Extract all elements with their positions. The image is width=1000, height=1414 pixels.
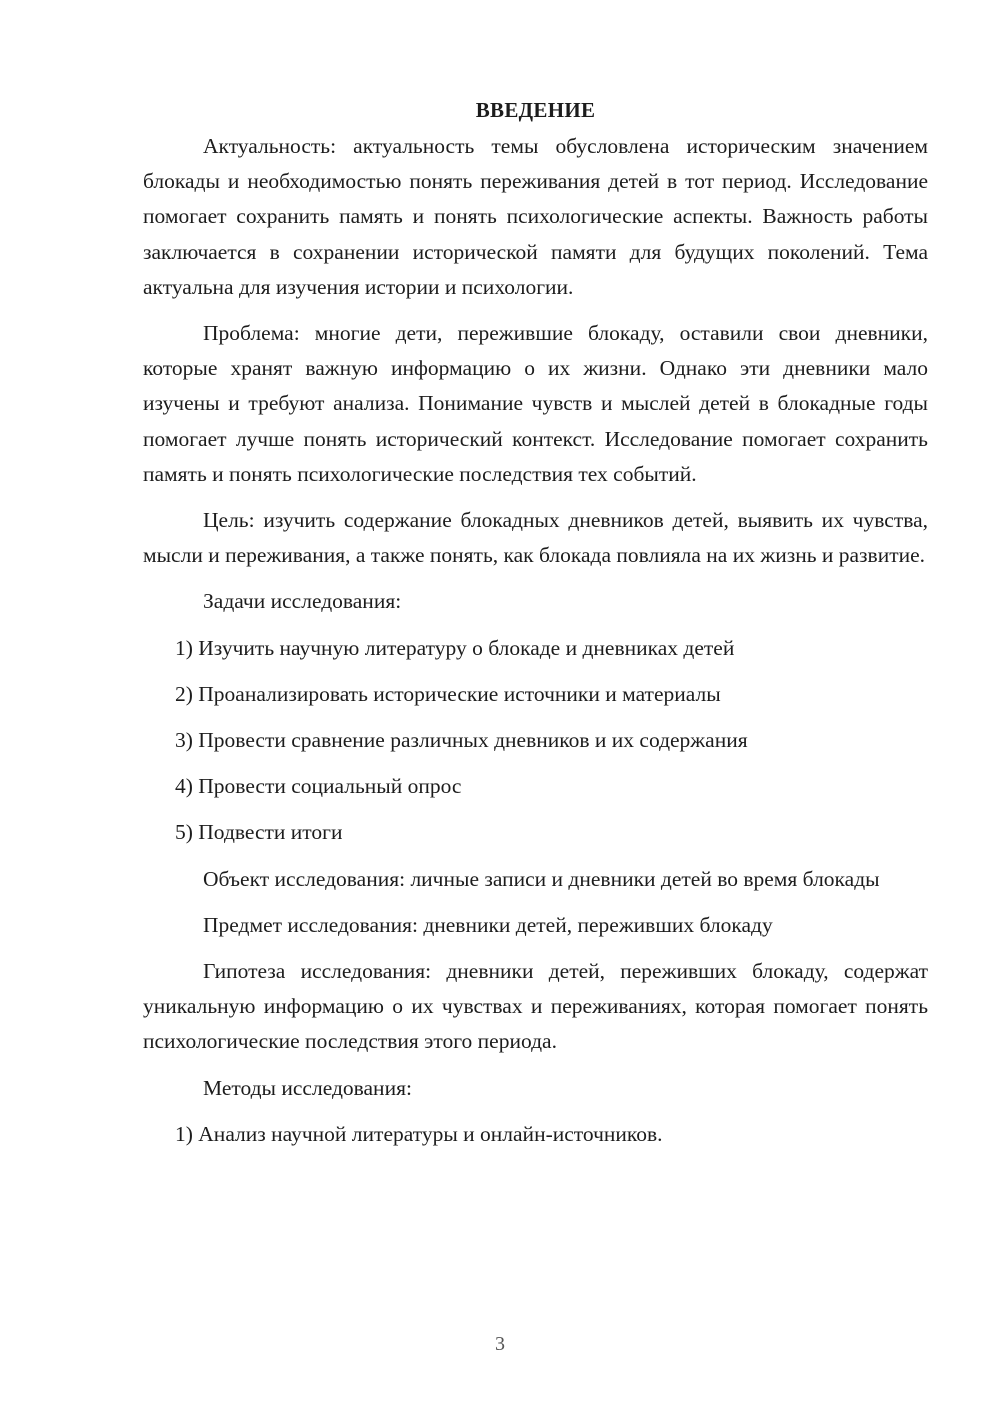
relevance-paragraph: Актуальность: актуальность темы обусловлена историческим значением блокады и необходимостью понять переживания детей в тот период. Исследование помогает сохранить память и понять психологические аспекты. Важность работы заключается в сохранении исторической памяти для будущих поколений. Тема актуальна для изучения истории и психологии.: [143, 134, 928, 299]
document-page: [143, 93, 928, 1152]
section-title: ВВЕДЕНИЕ: [475, 98, 596, 122]
method-item-1: 1) Анализ научной литературы и онлайн-источников.: [175, 1121, 663, 1146]
subject-paragraph: Предмет исследования: дневники детей, переживших блокаду: [203, 912, 773, 937]
task-item-4: 4) Провести социальный опрос: [175, 774, 462, 799]
problem-paragraph: Проблема: многие дети, пережившие блокаду, оставили свои дневники, которые хранят важную информацию о их жизни. Однако эти дневники мало изучены и требуют анализа. Понимание чувств и мыслей детей в блокадные годы помогает лучше понять исторический контекст. Исследование помогает сохранить память и понять психологические последствия тех событий.: [143, 321, 928, 486]
goal-paragraph: Цель: изучить содержание блокадных дневников детей, выявить их чувства, мысли и переживания, а также понять, как блокада повлияла на их жизнь и развитие.: [143, 508, 928, 568]
task-item-3: 3) Провести сравнение различных дневников и их содержания: [175, 728, 748, 753]
object-paragraph: Объект исследования: личные записи и дневники детей во время блокады: [203, 866, 880, 891]
methods-heading: Методы исследования:: [203, 1075, 412, 1100]
task-item-2: 2) Проанализировать исторические источники и материалы: [175, 681, 721, 706]
tasks-heading: Задачи исследования:: [203, 589, 402, 614]
task-item-1: 1) Изучить научную литературу о блокаде и дневниках детей: [175, 635, 735, 660]
task-item-5: 5) Подвести итоги: [175, 820, 343, 845]
page-number: 3: [495, 1333, 505, 1355]
hypothesis-paragraph: Гипотеза исследования: дневники детей, переживших блокаду, содержат уникальную информацию о их чувствах и переживаниях, которая помогает понять психологические последствия этого периода.: [143, 959, 928, 1054]
